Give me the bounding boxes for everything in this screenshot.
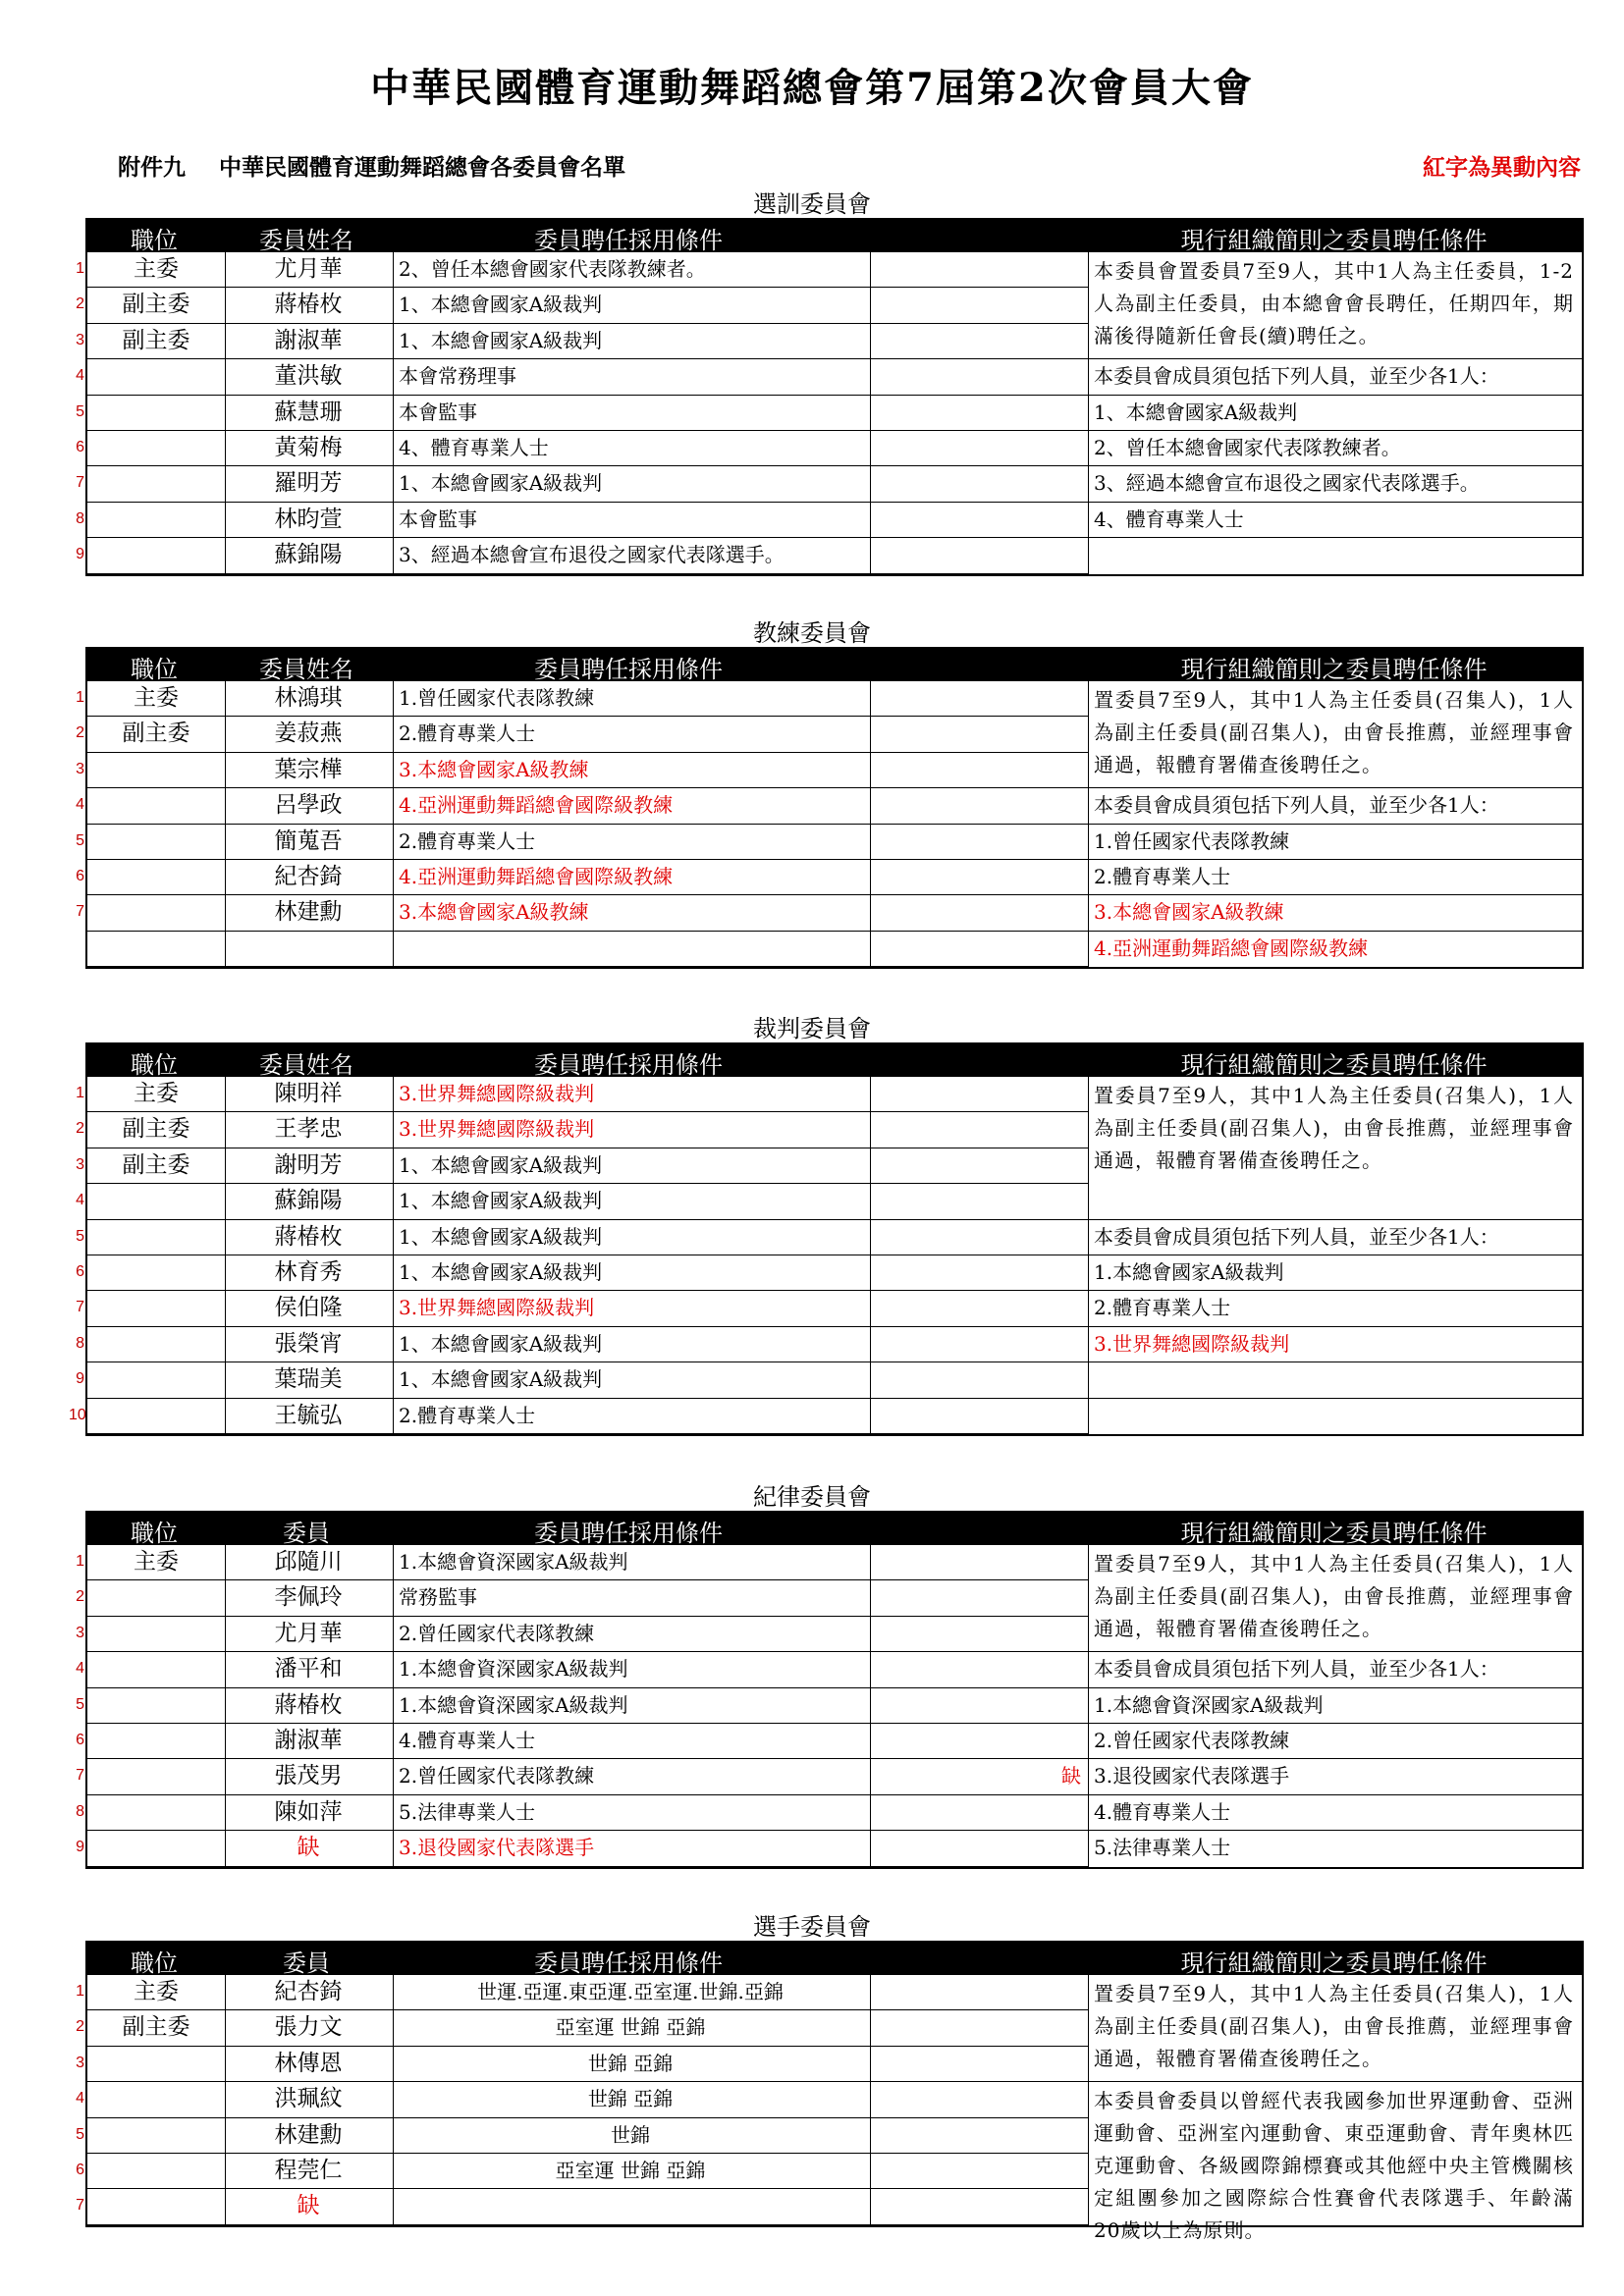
row-number: 3 [76,1624,84,1641]
position-cell [87,1291,225,1325]
rule-item: 本委員會成員須包括下列人員，並至少各1人： [1094,364,1499,389]
attachment-heading [118,149,625,182]
rule-item: 3.本總會國家A級教練 [1094,900,1284,925]
appointment-condition: 1、本總會國家A級裁判 [399,1224,603,1249]
member-name: 洪珮紋 [274,2086,343,2112]
header-cell: 委員姓名 [259,227,353,254]
appointment-condition: 2.體育專業人士 [399,721,536,746]
position-cell [87,1399,225,1433]
member-name: 葉宗樺 [274,756,343,782]
committee-table [85,1077,1584,1436]
table-row [87,2047,1088,2082]
member-name: 邱隨川 [274,1549,343,1575]
table-row [87,252,1088,288]
table-row [87,466,1088,502]
member-name: 林建勳 [274,899,343,926]
appointment-condition: 5.法律專業人士 [399,1799,536,1824]
member-name: 紀杏錡 [274,1979,343,2004]
appointment-condition: 世錦 亞錦 [587,2051,674,2075]
member-name: 林昀萱 [274,506,343,532]
rule-description: 置委員7至9人，其中1人為主任委員(召集人)，1人為副主任委員(副召集人)，由會長推薦，並經理事會通過，報體育署備查後聘任之。 [1094,1982,1574,2070]
header-cell: 職位 [131,656,178,683]
appointment-condition: 1、本總會國家A級裁判 [399,1152,603,1177]
member-name: 林育秀 [274,1259,343,1285]
table-row [87,860,1088,895]
row-number: 2 [76,724,84,742]
row-number: 2 [76,1120,84,1138]
position-cell [87,1652,225,1686]
position-cell [87,895,225,930]
appointment-condition: 2、曾任本總會國家代表隊教練者。 [399,257,706,281]
table-row [87,1077,1088,1112]
member-name: 蔣椿枚 [274,1223,343,1250]
committee-table [85,1545,1584,1869]
appointment-condition: 本會常務理事 [399,364,516,389]
table-header [85,647,1584,681]
table-row [87,2154,1088,2189]
rule-description: 置委員7至9人，其中1人為主任委員(召集人)，1人為副主任委員(副召集人)，由會長推薦，並經理事會通過，報體育署備查後聘任之。 [1094,688,1574,776]
position-cell: 副主委 [122,1151,190,1178]
position-cell [87,1362,225,1397]
position-cell: 副主委 [122,292,190,318]
column-divider [1088,1545,1089,1867]
member-name [227,932,390,966]
member-name: 謝淑華 [274,327,343,353]
row-number: 3 [76,2054,84,2071]
appointment-condition: 1、本總會國家A級裁判 [399,328,603,352]
table-row [87,1545,1088,1580]
row-number: 1 [76,689,84,706]
table-row [87,1652,1088,1687]
member-name: 缺 [297,2193,320,2219]
row-number: 3 [76,760,84,777]
appointment-condition: 1、本總會國家A級裁判 [399,1260,603,1284]
appointment-condition: 3.本總會國家A級教練 [399,757,589,781]
position-cell: 主委 [134,685,179,711]
rule-item: 本委員會成員須包括下列人員，並至少各1人： [1094,793,1499,818]
appointment-condition [395,932,870,966]
rule-item [1090,538,1582,573]
position-cell [87,359,225,394]
position-cell [87,2047,225,2081]
rule-item: 2.體育專業人士 [1094,1296,1231,1320]
member-name: 程莞仁 [274,2158,343,2183]
position-cell: 副主委 [122,721,190,747]
rule-item: 3.退役國家代表隊選手 [1094,1764,1290,1789]
row-number: 5 [76,2125,84,2143]
table-row [87,1148,1088,1184]
row-number: 6 [76,439,84,455]
appointment-condition: 世運.亞運.東亞運.亞室運.世錦.亞錦 [477,1980,784,2003]
page-title: 中華民國體育運動舞蹈總會第7屆第2次會員大會 [370,65,1254,111]
row-number: 5 [76,402,84,420]
position-cell [87,1759,225,1793]
rule-item: 本委員會成員須包括下列人員，並至少各1人： [1094,1224,1499,1249]
row-number: 6 [76,1263,84,1280]
row-number: 4 [76,1192,84,1209]
header-cell: 現行組織簡則之委員聘任條件 [1180,656,1488,683]
table-header [85,1941,1584,1975]
rule-item: 2、曾任本總會國家代表隊教練者。 [1094,436,1401,459]
attachment-title: 中華民國體育運動舞蹈總會各委員會名單 [219,154,625,181]
position-cell [87,1580,225,1615]
rule-item: 5.法律專業人士 [1094,1836,1231,1860]
rule-item: 4.亞洲運動舞蹈總會國際級教練 [1094,935,1369,960]
position-cell [87,1184,225,1218]
member-name: 王孝忠 [274,1116,343,1143]
table-row [87,1362,1088,1398]
position-cell [87,1831,225,1865]
rule-description: 置委員7至9人，其中1人為主任委員(召集人)，1人為副主任委員(副召集人)，由會長推薦，並經理事會通過，報體育署備查後聘任之。 [1094,1552,1574,1640]
member-name: 簡蒐吾 [274,828,343,854]
row-number: 6 [76,2162,84,2178]
appointment-condition: 常務監事 [399,1585,477,1610]
position-cell [87,753,225,787]
row-number: 7 [76,1767,84,1785]
table-row [87,503,1088,538]
header-cell: 委員 [283,1520,330,1547]
position-cell [87,1220,225,1255]
row-number: 10 [69,1406,86,1423]
member-name: 林建勳 [274,2121,343,2148]
row-number: 9 [76,546,84,563]
column-divider [1088,681,1089,967]
position-cell [87,1688,225,1723]
section-title: 裁判委員會 [753,1015,871,1042]
table-row [87,825,1088,860]
position-cell [87,2082,225,2116]
header-cell: 職位 [131,1949,178,1977]
member-name: 謝明芳 [274,1151,343,1178]
member-name: 蘇錦陽 [274,542,343,568]
rule-item: 1、本總會國家A級裁判 [1094,400,1298,424]
header-cell: 職位 [131,1520,178,1547]
row-number: 4 [76,1660,84,1678]
rule-item [1090,1362,1582,1398]
appointment-condition: 1、本總會國家A級裁判 [399,471,603,496]
rule-item: 4.體育專業人士 [1094,1799,1231,1824]
position-cell [87,825,225,859]
committee-table [85,252,1584,576]
appointment-condition: 世錦 亞錦 [587,2087,674,2111]
row-number: 2 [76,2018,84,2036]
appointment-condition: 亞室運 世錦 亞錦 [555,2159,706,2182]
row-number: 6 [76,1732,84,1748]
row-number: 8 [76,509,84,527]
rule-description: 置委員7至9人，其中1人為主任委員(召集人)，1人為副主任委員(副召集人)，由會長推薦，並經理事會通過，報體育署備查後聘任之。 [1094,1084,1574,1172]
header-cell: 現行組織簡則之委員聘任條件 [1180,1520,1488,1547]
member-name: 姜菽燕 [274,721,343,747]
table-row [87,1399,1088,1434]
member-name: 葉瑞美 [274,1366,343,1393]
appointment-condition: 2.體育專業人士 [399,1403,536,1427]
member-name: 蔣椿枚 [274,292,343,318]
appointment-condition: 2.曾任國家代表隊教練 [399,1764,595,1789]
table-row [87,932,1088,967]
appointment-condition: 亞室運 世錦 亞錦 [555,2015,706,2040]
member-name: 林鴻琪 [274,685,343,711]
position-cell [87,466,225,501]
appointment-condition: 1.本總會資深國家A級裁判 [399,1550,628,1574]
member-name: 蘇慧珊 [274,399,343,425]
row-number: 7 [76,1299,84,1316]
position-cell: 主委 [134,1549,179,1575]
row-number: 9 [76,1839,84,1856]
rule-item: 2.曾任國家代表隊教練 [1094,1729,1290,1752]
row-number: 8 [76,1334,84,1352]
table-row [87,431,1088,466]
member-name: 蘇錦陽 [274,1188,343,1214]
rule-item: 2.體育專業人士 [1094,865,1231,888]
row-number: 3 [76,1155,84,1173]
appointment-condition: 4.體育專業人士 [399,1729,536,1752]
member-name: 蔣椿枚 [274,1691,343,1718]
row-number: 7 [76,903,84,921]
header-cell: 委員聘任採用條件 [534,656,723,683]
table-row [87,788,1088,824]
member-name: 謝淑華 [274,1728,343,1753]
table-row [87,396,1088,431]
header-cell: 委員姓名 [259,656,353,683]
member-name: 王毓弘 [274,1402,343,1428]
position-cell: 副主委 [122,1116,190,1143]
row-number: 5 [76,1695,84,1713]
position-cell [87,396,225,430]
appointment-condition: 1.本總會資深國家A級裁判 [399,1692,628,1717]
header-cell: 職位 [131,227,178,254]
appointment-condition: 2.曾任國家代表隊教練 [399,1621,595,1645]
position-cell [87,503,225,537]
position-cell [87,1327,225,1362]
table-row [87,2118,1088,2154]
column-divider [1088,1077,1089,1434]
member-name: 潘平和 [274,1656,343,1682]
appointment-condition: 3.世界舞總國際級裁判 [399,1117,595,1142]
member-name: 尤月華 [274,1620,343,1646]
row-number: 1 [76,1983,84,2000]
member-name: 董洪敏 [274,363,343,390]
table-row [87,1291,1088,1326]
row-number: 4 [76,796,84,814]
table-row [87,1831,1088,1866]
position-cell [87,860,225,894]
appointment-condition: 1、本總會國家A級裁判 [399,1189,603,1213]
row-number: 1 [76,1553,84,1570]
table-row [87,1759,1088,1794]
appointment-condition: 1、本總會國家A級裁判 [399,293,603,317]
member-name: 羅明芳 [274,470,343,497]
table-row [87,2189,1088,2224]
position-cell [87,2154,225,2188]
member-name: 缺 [297,1835,320,1861]
member-name: 張力文 [274,2014,343,2041]
appointment-condition: 3.世界舞總國際級裁判 [399,1296,595,1320]
appointment-condition: 1、本總會國家A級裁判 [399,1367,603,1392]
table-row [87,681,1088,717]
row-number: 2 [76,1588,84,1606]
header-cell: 委員 [283,1949,330,1977]
position-cell [87,1795,225,1830]
member-name: 呂學政 [274,792,343,819]
rule-item: 3、經過本總會宣布退役之國家代表隊選手。 [1094,471,1480,496]
appointment-condition: 世錦 [611,2122,650,2147]
header-cell: 職位 [131,1051,178,1079]
appointment-condition: 3.退役國家代表隊選手 [399,1836,595,1860]
rule-item: 4、體育專業人士 [1094,507,1244,531]
member-name: 黃菊梅 [274,435,343,460]
appointment-condition: 3.世界舞總國際級裁判 [399,1082,595,1105]
header-cell: 現行組織簡則之委員聘任條件 [1180,1949,1488,1977]
position-cell [87,1724,225,1758]
row-number: 8 [76,1802,84,1820]
rule-description: 本委員會置委員7至9人，其中1人為主任委員，1-2人為副主任委員，由本總會會長聘任，任期四年，期滿後得隨新任會長(續)聘任之。 [1094,259,1574,347]
position-cell: 副主委 [122,327,190,353]
table-row [87,1112,1088,1148]
table-row [87,1617,1088,1652]
position-cell [87,1617,225,1651]
row-number: 7 [76,2197,84,2215]
appointment-condition: 2.體育專業人士 [399,828,536,853]
row-number: 5 [76,1227,84,1245]
member-name: 林傳恩 [274,2050,343,2076]
appointment-condition: 4.亞洲運動舞蹈總會國際級教練 [399,793,674,818]
table-row [87,1975,1088,2010]
row-number: 4 [76,2090,84,2108]
position-cell: 副主委 [122,2014,190,2041]
row-number: 4 [76,367,84,385]
position-cell [87,538,225,572]
change-note: 紅字為異動內容 [1423,154,1581,181]
position-cell [87,932,225,966]
table-row [87,1795,1088,1831]
appointment-condition: 3、經過本總會宣布退役之國家代表隊選手。 [399,543,785,567]
header-cell: 委員聘任採用條件 [534,227,723,254]
table-header [85,1042,1584,1077]
column-divider [1088,252,1089,574]
member-name: 尤月華 [274,256,343,282]
rule-item: 1.本總會資深國家A級裁判 [1094,1692,1324,1717]
table-row [87,753,1088,788]
attachment-label: 附件九 [118,154,186,181]
table-row [87,1327,1088,1362]
table-row [87,1255,1088,1291]
table-row [87,717,1088,752]
position-cell: 主委 [134,1081,179,1106]
committee-table [85,681,1584,969]
member-name: 陳如萍 [274,1798,343,1825]
table-row [87,895,1088,931]
appointment-condition: 4.亞洲運動舞蹈總會國際級教練 [399,865,674,888]
header-cell: 現行組織簡則之委員聘任條件 [1180,1051,1488,1079]
position-cell [87,2189,225,2223]
appointment-condition: 1.曾任國家代表隊教練 [399,686,595,710]
table-header [85,1511,1584,1545]
row-number: 5 [76,831,84,849]
position-cell [87,1255,225,1290]
row-number: 2 [76,295,84,313]
member-name: 紀杏錡 [274,864,343,889]
table-row [87,538,1088,573]
position-cell [87,788,225,823]
table-row [87,1688,1088,1724]
header-cell: 委員聘任採用條件 [534,1520,723,1547]
row-number: 3 [76,331,84,348]
rule-item: 本委員會成員須包括下列人員，並至少各1人： [1094,1657,1499,1682]
member-name: 張茂男 [274,1763,343,1789]
appointment-condition [395,2189,870,2223]
rule-item: 3.世界舞總國際級裁判 [1094,1331,1290,1356]
appointment-condition: 4、體育專業人士 [399,436,549,459]
table-row [87,359,1088,395]
appointment-condition: 本會監事 [399,400,477,424]
row-number: 6 [76,868,84,884]
header-cell: 委員聘任採用條件 [534,1051,723,1079]
section-title: 紀律委員會 [753,1483,871,1511]
section-title: 選手委員會 [753,1913,871,1941]
header-cell: 委員姓名 [259,1051,353,1079]
table-row [87,1580,1088,1616]
column-divider [1088,1975,1089,2225]
member-name: 陳明祥 [274,1081,343,1106]
table-row [87,2082,1088,2117]
row-number: 1 [76,1085,84,1101]
rule-item: 1.曾任國家代表隊教練 [1094,828,1290,853]
header-cell: 委員聘任採用條件 [534,1949,723,1977]
row-number: 7 [76,474,84,492]
row-number: 1 [76,260,84,277]
table-row [87,324,1088,359]
position-cell: 主委 [134,256,179,282]
table-row [87,1220,1088,1255]
rule-item [1090,1399,1582,1434]
table-header [85,218,1584,252]
member-name: 李佩玲 [274,1584,343,1611]
appointment-condition: 1.本總會資深國家A級裁判 [399,1657,628,1682]
rule-item: 1.本總會國家A級裁判 [1094,1260,1284,1284]
rule-description: 本委員會委員以曾經代表我國參加世界運動會、亞洲運動會、亞洲室內運動會、東亞運動會、青年奧林匹克運動會、各級國際錦標賽或其他經中央主管機關核定組團參加之國際綜合性賽會代表隊選手、年齡滿20歲以上為原則。 [1094,2089,1574,2243]
table-row [87,288,1088,323]
row-number: 9 [76,1370,84,1388]
section-title: 選訓委員會 [753,190,871,218]
position-cell [87,2118,225,2153]
member-name: 侯伯隆 [274,1295,343,1321]
vacancy-mark: 缺 [1061,1764,1081,1789]
member-name: 張榮宵 [274,1330,343,1357]
table-row [87,1724,1088,1759]
appointment-condition: 本會監事 [399,507,477,531]
table-row [87,1184,1088,1219]
table-row [87,2010,1088,2046]
appointment-condition: 3.本總會國家A級教練 [399,900,589,925]
position-cell: 主委 [134,1979,179,2004]
header-cell: 現行組織簡則之委員聘任條件 [1180,227,1488,254]
appointment-condition: 1、本總會國家A級裁判 [399,1331,603,1356]
section-title: 教練委員會 [753,619,871,647]
committee-table [85,1975,1584,2243]
position-cell [87,431,225,465]
